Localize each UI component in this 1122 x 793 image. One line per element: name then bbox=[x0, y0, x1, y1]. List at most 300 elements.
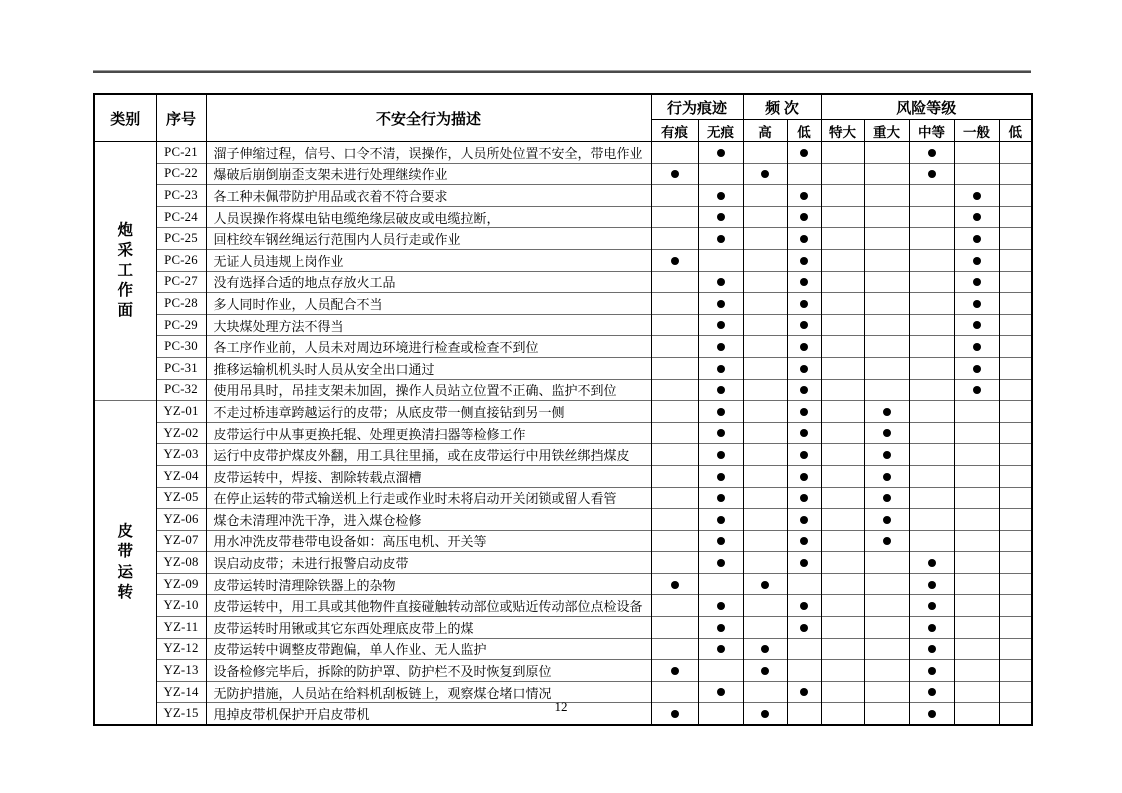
mark-dot-icon bbox=[928, 581, 936, 589]
mark-cell-risk-general bbox=[954, 422, 999, 444]
mark-cell-risk-low bbox=[999, 573, 1032, 595]
mark-cell-trace-yes bbox=[651, 530, 698, 552]
mark-dot-icon bbox=[717, 624, 725, 632]
row-code: PC-32 bbox=[156, 379, 206, 401]
mark-dot-icon bbox=[800, 624, 808, 632]
mark-dot-icon bbox=[717, 516, 725, 524]
mark-dot-icon bbox=[800, 149, 808, 157]
header-risk-medium: 中等 bbox=[909, 120, 954, 142]
mark-cell-trace-no bbox=[698, 271, 743, 293]
mark-dot-icon bbox=[800, 559, 808, 567]
row-description: 设备检修完毕后，拆除的防护罩、防护栏不及时恢复到原位 bbox=[206, 660, 651, 682]
mark-cell-risk-medium bbox=[909, 206, 954, 228]
mark-cell-freq-high bbox=[743, 509, 787, 531]
mark-cell-risk-general bbox=[954, 530, 999, 552]
mark-cell-risk-low bbox=[999, 336, 1032, 358]
mark-cell-risk-major bbox=[864, 142, 909, 164]
mark-dot-icon bbox=[973, 386, 981, 394]
mark-cell-risk-major bbox=[864, 228, 909, 250]
mark-cell-risk-medium bbox=[909, 530, 954, 552]
mark-cell-risk-xl bbox=[821, 487, 864, 509]
mark-cell-freq-low bbox=[787, 617, 821, 639]
mark-cell-freq-low bbox=[787, 509, 821, 531]
table-row bbox=[94, 573, 1032, 595]
mark-dot-icon bbox=[883, 451, 891, 459]
row-code: PC-31 bbox=[156, 357, 206, 379]
table-row bbox=[94, 595, 1032, 617]
mark-cell-risk-medium bbox=[909, 142, 954, 164]
mark-cell-freq-high bbox=[743, 595, 787, 617]
page-header-rule bbox=[93, 70, 1031, 73]
mark-cell-risk-low bbox=[999, 487, 1032, 509]
table-row bbox=[94, 465, 1032, 487]
header-risk-major: 重大 bbox=[864, 120, 909, 142]
mark-cell-risk-general bbox=[954, 142, 999, 164]
mark-cell-risk-low bbox=[999, 617, 1032, 639]
mark-cell-risk-general bbox=[954, 206, 999, 228]
mark-cell-risk-xl bbox=[821, 357, 864, 379]
mark-cell-risk-major bbox=[864, 595, 909, 617]
mark-cell-freq-low bbox=[787, 401, 821, 423]
mark-dot-icon bbox=[761, 170, 769, 178]
mark-cell-risk-major bbox=[864, 336, 909, 358]
mark-cell-risk-xl bbox=[821, 552, 864, 574]
mark-cell-freq-low bbox=[787, 185, 821, 207]
mark-cell-freq-high bbox=[743, 228, 787, 250]
mark-dot-icon bbox=[800, 300, 808, 308]
mark-cell-risk-medium bbox=[909, 249, 954, 271]
mark-cell-trace-no bbox=[698, 185, 743, 207]
mark-cell-risk-medium bbox=[909, 573, 954, 595]
table-row bbox=[94, 314, 1032, 336]
mark-cell-risk-general bbox=[954, 465, 999, 487]
mark-cell-risk-general bbox=[954, 660, 999, 682]
row-description: 不走过桥违章跨越运行的皮带；从底皮带一侧直接钻到另一侧 bbox=[206, 401, 651, 423]
row-description: 皮带运转时用锹或其它东西处理底皮带上的煤 bbox=[206, 617, 651, 639]
mark-cell-risk-xl bbox=[821, 336, 864, 358]
mark-dot-icon bbox=[717, 602, 725, 610]
mark-cell-trace-no bbox=[698, 249, 743, 271]
mark-cell-risk-medium bbox=[909, 228, 954, 250]
mark-dot-icon bbox=[883, 408, 891, 416]
row-code: PC-27 bbox=[156, 271, 206, 293]
table-row bbox=[94, 357, 1032, 379]
mark-dot-icon bbox=[717, 688, 725, 696]
table-row bbox=[94, 617, 1032, 639]
row-code: YZ-02 bbox=[156, 422, 206, 444]
table-row bbox=[94, 379, 1032, 401]
row-code: YZ-06 bbox=[156, 509, 206, 531]
mark-cell-risk-medium bbox=[909, 336, 954, 358]
mark-cell-freq-low bbox=[787, 293, 821, 315]
mark-cell-freq-high bbox=[743, 163, 787, 185]
row-code: YZ-13 bbox=[156, 660, 206, 682]
mark-dot-icon bbox=[883, 537, 891, 545]
row-code: YZ-10 bbox=[156, 595, 206, 617]
mark-cell-freq-high bbox=[743, 444, 787, 466]
mark-dot-icon bbox=[761, 581, 769, 589]
category-label: 皮带运转 bbox=[117, 523, 133, 601]
mark-dot-icon bbox=[717, 386, 725, 394]
mark-cell-risk-low bbox=[999, 638, 1032, 660]
mark-cell-risk-major bbox=[864, 617, 909, 639]
mark-cell-trace-no bbox=[698, 163, 743, 185]
mark-cell-risk-xl bbox=[821, 638, 864, 660]
mark-cell-risk-low bbox=[999, 249, 1032, 271]
mark-dot-icon bbox=[800, 688, 808, 696]
mark-cell-risk-xl bbox=[821, 185, 864, 207]
mark-cell-risk-medium bbox=[909, 314, 954, 336]
category-cell bbox=[94, 142, 156, 401]
row-code: YZ-15 bbox=[156, 703, 206, 725]
category-label: 炮采工作面 bbox=[117, 221, 133, 320]
header-trace-no: 无痕 bbox=[698, 120, 743, 142]
mark-dot-icon bbox=[717, 213, 725, 221]
mark-cell-risk-major bbox=[864, 314, 909, 336]
mark-cell-freq-low bbox=[787, 487, 821, 509]
mark-cell-risk-medium bbox=[909, 163, 954, 185]
mark-dot-icon bbox=[928, 667, 936, 675]
row-description: 推移运输机机头时人员从安全出口通过 bbox=[206, 357, 651, 379]
row-code: YZ-14 bbox=[156, 681, 206, 703]
mark-cell-risk-xl bbox=[821, 228, 864, 250]
mark-dot-icon bbox=[800, 257, 808, 265]
row-description: 误启动皮带；未进行报警启动皮带 bbox=[206, 552, 651, 574]
row-description: 皮带运转中调整皮带跑偏，单人作业、无人监护 bbox=[206, 638, 651, 660]
mark-cell-freq-low bbox=[787, 660, 821, 682]
mark-cell-risk-medium bbox=[909, 595, 954, 617]
mark-cell-risk-major bbox=[864, 422, 909, 444]
mark-cell-risk-major bbox=[864, 638, 909, 660]
mark-cell-risk-general bbox=[954, 336, 999, 358]
mark-cell-risk-xl bbox=[821, 660, 864, 682]
mark-dot-icon bbox=[973, 321, 981, 329]
mark-cell-trace-yes bbox=[651, 552, 698, 574]
mark-cell-risk-general bbox=[954, 401, 999, 423]
table-row bbox=[94, 336, 1032, 358]
mark-cell-risk-medium bbox=[909, 617, 954, 639]
mark-cell-risk-xl bbox=[821, 249, 864, 271]
mark-cell-risk-medium bbox=[909, 379, 954, 401]
mark-cell-trace-yes bbox=[651, 465, 698, 487]
mark-cell-freq-high bbox=[743, 249, 787, 271]
mark-cell-trace-no bbox=[698, 293, 743, 315]
mark-cell-trace-yes bbox=[651, 617, 698, 639]
mark-dot-icon bbox=[761, 667, 769, 675]
mark-cell-freq-high bbox=[743, 271, 787, 293]
mark-cell-freq-low bbox=[787, 422, 821, 444]
mark-cell-trace-yes bbox=[651, 206, 698, 228]
mark-cell-risk-medium bbox=[909, 357, 954, 379]
mark-dot-icon bbox=[717, 559, 725, 567]
row-code: PC-23 bbox=[156, 185, 206, 207]
mark-cell-freq-low bbox=[787, 228, 821, 250]
mark-cell-risk-general bbox=[954, 271, 999, 293]
table-row bbox=[94, 530, 1032, 552]
mark-dot-icon bbox=[717, 537, 725, 545]
mark-cell-risk-major bbox=[864, 379, 909, 401]
mark-cell-risk-major bbox=[864, 357, 909, 379]
row-code: PC-25 bbox=[156, 228, 206, 250]
mark-cell-risk-medium bbox=[909, 422, 954, 444]
mark-cell-freq-low bbox=[787, 573, 821, 595]
mark-cell-risk-general bbox=[954, 552, 999, 574]
mark-cell-freq-high bbox=[743, 465, 787, 487]
mark-cell-risk-medium bbox=[909, 465, 954, 487]
mark-cell-risk-xl bbox=[821, 422, 864, 444]
mark-cell-freq-high bbox=[743, 185, 787, 207]
unsafe-behavior-table bbox=[93, 93, 1033, 726]
mark-cell-trace-no bbox=[698, 660, 743, 682]
row-code: PC-21 bbox=[156, 142, 206, 164]
mark-cell-risk-low bbox=[999, 552, 1032, 574]
mark-dot-icon bbox=[973, 257, 981, 265]
header-description: 不安全行为描述 bbox=[206, 94, 651, 142]
mark-cell-freq-high bbox=[743, 379, 787, 401]
mark-dot-icon bbox=[800, 278, 808, 286]
row-description: 回柱绞车钢丝绳运行范围内人员行走或作业 bbox=[206, 228, 651, 250]
mark-cell-freq-high bbox=[743, 487, 787, 509]
mark-cell-freq-low bbox=[787, 379, 821, 401]
row-description: 在停止运转的带式输送机上行走或作业时未将启动开关闭锁或留人看管 bbox=[206, 487, 651, 509]
mark-cell-risk-xl bbox=[821, 142, 864, 164]
mark-dot-icon bbox=[800, 408, 808, 416]
mark-cell-risk-xl bbox=[821, 401, 864, 423]
mark-cell-risk-low bbox=[999, 401, 1032, 423]
mark-cell-risk-low bbox=[999, 142, 1032, 164]
mark-cell-risk-major bbox=[864, 509, 909, 531]
mark-cell-freq-low bbox=[787, 336, 821, 358]
mark-cell-risk-medium bbox=[909, 509, 954, 531]
header-code: 序号 bbox=[156, 94, 206, 142]
header-risk-low: 低 bbox=[999, 120, 1032, 142]
table-row bbox=[94, 228, 1032, 250]
table-row bbox=[94, 660, 1032, 682]
mark-cell-risk-xl bbox=[821, 444, 864, 466]
row-description: 人员误操作将煤电钻电缆绝缘层破皮或电缆拉断， bbox=[206, 206, 651, 228]
mark-dot-icon bbox=[800, 213, 808, 221]
table-row bbox=[94, 401, 1032, 423]
mark-cell-freq-high bbox=[743, 638, 787, 660]
mark-cell-risk-low bbox=[999, 357, 1032, 379]
mark-dot-icon bbox=[800, 451, 808, 459]
mark-cell-risk-medium bbox=[909, 401, 954, 423]
mark-cell-risk-medium bbox=[909, 271, 954, 293]
mark-cell-trace-yes bbox=[651, 487, 698, 509]
mark-cell-risk-low bbox=[999, 530, 1032, 552]
row-description: 无防护措施，人员站在给料机刮板链上，观察煤仓堵口情况 bbox=[206, 681, 651, 703]
row-code: YZ-03 bbox=[156, 444, 206, 466]
mark-cell-risk-major bbox=[864, 401, 909, 423]
table-row bbox=[94, 142, 1032, 164]
mark-cell-trace-yes bbox=[651, 379, 698, 401]
mark-cell-risk-low bbox=[999, 379, 1032, 401]
row-code: YZ-12 bbox=[156, 638, 206, 660]
mark-cell-freq-low bbox=[787, 314, 821, 336]
row-code: PC-26 bbox=[156, 249, 206, 271]
mark-cell-risk-low bbox=[999, 271, 1032, 293]
mark-dot-icon bbox=[883, 429, 891, 437]
row-description: 煤仓未清理冲洗干净，进入煤仓检修 bbox=[206, 509, 651, 531]
mark-dot-icon bbox=[800, 494, 808, 502]
mark-cell-trace-yes bbox=[651, 444, 698, 466]
header-freq-high: 高 bbox=[743, 120, 787, 142]
table-row bbox=[94, 249, 1032, 271]
row-code: YZ-11 bbox=[156, 617, 206, 639]
mark-cell-trace-yes bbox=[651, 228, 698, 250]
mark-cell-freq-low bbox=[787, 465, 821, 487]
mark-dot-icon bbox=[883, 494, 891, 502]
mark-cell-risk-low bbox=[999, 509, 1032, 531]
mark-cell-freq-high bbox=[743, 357, 787, 379]
mark-cell-trace-no bbox=[698, 638, 743, 660]
mark-cell-freq-low bbox=[787, 206, 821, 228]
mark-cell-risk-medium bbox=[909, 638, 954, 660]
row-code: YZ-01 bbox=[156, 401, 206, 423]
mark-cell-trace-no bbox=[698, 379, 743, 401]
mark-cell-trace-yes bbox=[651, 638, 698, 660]
mark-cell-risk-xl bbox=[821, 509, 864, 531]
mark-cell-freq-low bbox=[787, 444, 821, 466]
row-code: YZ-09 bbox=[156, 573, 206, 595]
mark-dot-icon bbox=[717, 343, 725, 351]
mark-cell-risk-xl bbox=[821, 595, 864, 617]
mark-cell-risk-xl bbox=[821, 379, 864, 401]
mark-cell-risk-xl bbox=[821, 617, 864, 639]
mark-cell-risk-major bbox=[864, 185, 909, 207]
row-description: 溜子伸缩过程，信号、口令不清，误操作，人员所处位置不安全，带电作业 bbox=[206, 142, 651, 164]
category-cell bbox=[94, 401, 156, 725]
mark-cell-freq-high bbox=[743, 552, 787, 574]
mark-cell-trace-no bbox=[698, 206, 743, 228]
mark-cell-freq-low bbox=[787, 142, 821, 164]
mark-dot-icon bbox=[800, 386, 808, 394]
mark-cell-risk-low bbox=[999, 185, 1032, 207]
page-number: 12 bbox=[554, 699, 568, 714]
mark-cell-trace-yes bbox=[651, 142, 698, 164]
mark-cell-trace-yes bbox=[651, 660, 698, 682]
mark-cell-trace-no bbox=[698, 552, 743, 574]
row-code: PC-29 bbox=[156, 314, 206, 336]
table-row bbox=[94, 638, 1032, 660]
mark-cell-freq-low bbox=[787, 249, 821, 271]
mark-dot-icon bbox=[717, 278, 725, 286]
mark-dot-icon bbox=[717, 451, 725, 459]
header-trace-group: 行为痕迹 bbox=[651, 94, 743, 120]
mark-cell-freq-high bbox=[743, 314, 787, 336]
mark-cell-risk-major bbox=[864, 206, 909, 228]
mark-cell-risk-general bbox=[954, 573, 999, 595]
mark-dot-icon bbox=[973, 192, 981, 200]
mark-cell-risk-major bbox=[864, 163, 909, 185]
mark-cell-risk-major bbox=[864, 487, 909, 509]
table-row bbox=[94, 185, 1032, 207]
mark-cell-trace-no bbox=[698, 228, 743, 250]
mark-cell-trace-no bbox=[698, 530, 743, 552]
mark-dot-icon bbox=[671, 667, 679, 675]
row-code: YZ-07 bbox=[156, 530, 206, 552]
mark-dot-icon bbox=[671, 170, 679, 178]
mark-cell-freq-low bbox=[787, 271, 821, 293]
mark-cell-trace-yes bbox=[651, 401, 698, 423]
mark-cell-trace-yes bbox=[651, 249, 698, 271]
mark-dot-icon bbox=[717, 149, 725, 157]
row-code: PC-22 bbox=[156, 163, 206, 185]
mark-dot-icon bbox=[928, 645, 936, 653]
table-row bbox=[94, 444, 1032, 466]
mark-cell-trace-yes bbox=[651, 185, 698, 207]
table-row bbox=[94, 509, 1032, 531]
mark-cell-risk-major bbox=[864, 530, 909, 552]
mark-cell-risk-medium bbox=[909, 185, 954, 207]
mark-dot-icon bbox=[800, 365, 808, 373]
mark-cell-risk-low bbox=[999, 228, 1032, 250]
mark-dot-icon bbox=[717, 494, 725, 502]
mark-cell-trace-no bbox=[698, 465, 743, 487]
mark-cell-trace-no bbox=[698, 444, 743, 466]
mark-cell-risk-low bbox=[999, 293, 1032, 315]
mark-dot-icon bbox=[717, 300, 725, 308]
mark-cell-risk-general bbox=[954, 293, 999, 315]
mark-cell-trace-no bbox=[698, 336, 743, 358]
mark-cell-trace-no bbox=[698, 487, 743, 509]
mark-cell-freq-high bbox=[743, 206, 787, 228]
mark-dot-icon bbox=[717, 473, 725, 481]
row-description: 运行中皮带护煤皮外翻，用工具往里捅，或在皮带运行中用铁丝绑挡煤皮 bbox=[206, 444, 651, 466]
mark-dot-icon bbox=[800, 429, 808, 437]
mark-cell-risk-low bbox=[999, 422, 1032, 444]
mark-dot-icon bbox=[928, 170, 936, 178]
header-trace-yes: 有痕 bbox=[651, 120, 698, 142]
table-row bbox=[94, 422, 1032, 444]
row-description: 爆破后崩倒崩歪支架未进行处理继续作业 bbox=[206, 163, 651, 185]
mark-cell-risk-general bbox=[954, 595, 999, 617]
mark-cell-risk-general bbox=[954, 617, 999, 639]
row-description: 使用吊具时，吊挂支架未加固，操作人员站立位置不正确、监护不到位 bbox=[206, 379, 651, 401]
mark-dot-icon bbox=[671, 581, 679, 589]
mark-dot-icon bbox=[800, 321, 808, 329]
mark-dot-icon bbox=[800, 602, 808, 610]
mark-cell-risk-medium bbox=[909, 444, 954, 466]
mark-cell-risk-general bbox=[954, 379, 999, 401]
row-description: 各工种未佩带防护用品或衣着不符合要求 bbox=[206, 185, 651, 207]
mark-cell-risk-general bbox=[954, 249, 999, 271]
mark-dot-icon bbox=[717, 408, 725, 416]
mark-dot-icon bbox=[973, 278, 981, 286]
mark-cell-trace-yes bbox=[651, 163, 698, 185]
table-row bbox=[94, 293, 1032, 315]
mark-dot-icon bbox=[800, 192, 808, 200]
mark-cell-risk-major bbox=[864, 660, 909, 682]
mark-cell-freq-high bbox=[743, 530, 787, 552]
mark-dot-icon bbox=[800, 537, 808, 545]
mark-cell-freq-low bbox=[787, 357, 821, 379]
mark-cell-trace-no bbox=[698, 401, 743, 423]
mark-dot-icon bbox=[717, 365, 725, 373]
mark-cell-risk-medium bbox=[909, 660, 954, 682]
row-description: 没有选择合适的地点存放火工品 bbox=[206, 271, 651, 293]
mark-cell-trace-yes bbox=[651, 422, 698, 444]
mark-cell-risk-general bbox=[954, 314, 999, 336]
mark-dot-icon bbox=[717, 321, 725, 329]
mark-cell-risk-low bbox=[999, 206, 1032, 228]
mark-cell-freq-low bbox=[787, 638, 821, 660]
mark-dot-icon bbox=[928, 149, 936, 157]
mark-dot-icon bbox=[973, 235, 981, 243]
table-row bbox=[94, 206, 1032, 228]
mark-cell-trace-no bbox=[698, 573, 743, 595]
mark-dot-icon bbox=[973, 300, 981, 308]
